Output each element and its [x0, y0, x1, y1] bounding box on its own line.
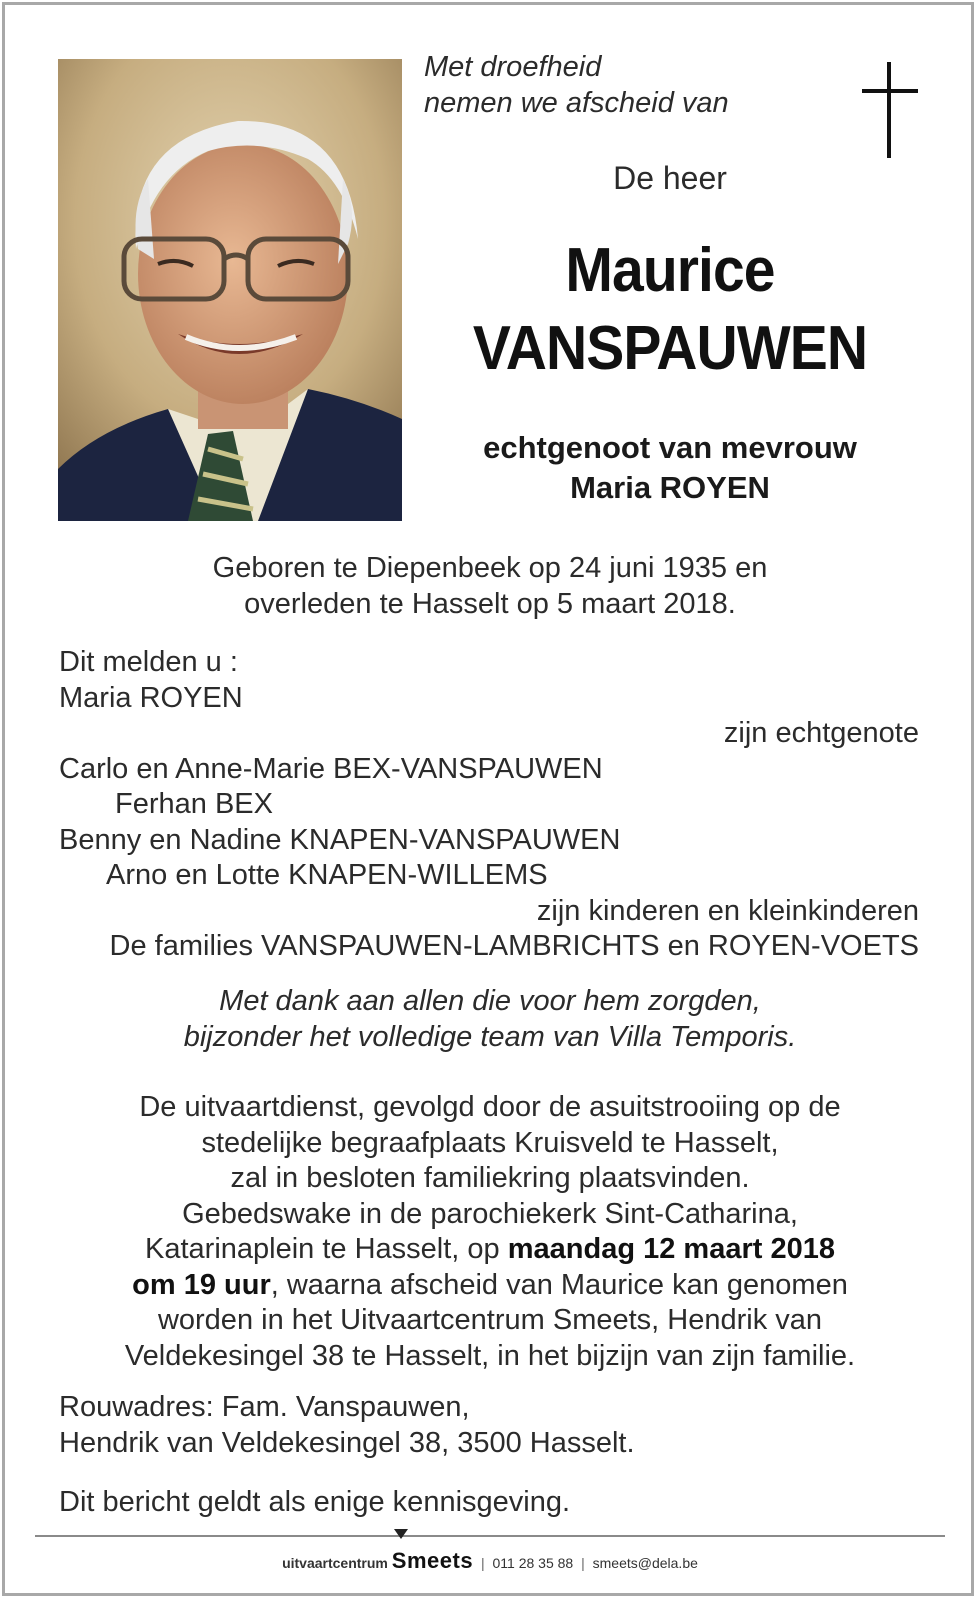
honorific: De heer: [613, 160, 727, 196]
spouse-info: [420, 428, 920, 508]
cross-icon: [862, 62, 918, 158]
service-line-6: [60, 1268, 920, 1304]
service-date: maandag 12 maart 2018: [507, 1233, 835, 1265]
footer-separator: |: [581, 1555, 585, 1571]
intro-text: [424, 50, 784, 121]
service-line-7: worden in het Uitvaartcentrum Smeets, Hendrik van: [157, 1304, 823, 1336]
thanks-note: [90, 984, 890, 1055]
service-line-8: Veldekesingel 38 te Hasselt, in het bijzijn van zijn familie.: [124, 1339, 856, 1372]
family-extended: De families VANSPAUWEN-LAMBRICHTS en ROYEN-VOETS: [109, 930, 919, 962]
life-dates-line-1: Geboren te Diepenbeek op 24 juni 1935 en: [212, 552, 768, 584]
thanks-line-2: bijzonder het volledige team van Villa Temporis.: [183, 1020, 797, 1053]
footer-marker-icon: [394, 1529, 408, 1539]
footer-separator: |: [480, 1555, 485, 1571]
service-line-5-text: Katarinaplein te Hasselt, op: [145, 1233, 508, 1265]
life-dates: [90, 551, 890, 622]
service-line-5: [60, 1232, 920, 1268]
intro-line-1: Met droefheid: [424, 51, 602, 83]
intro-line-2: nemen we afscheid van: [424, 86, 729, 119]
life-dates-line-2: overleden te Hasselt op 5 maart 2018.: [244, 587, 736, 620]
portrait-photo: [58, 59, 402, 521]
service-line-1: De uitvaartdienst, gevolgd door de asuitstrooiing op de: [139, 1091, 841, 1123]
service-details: [60, 1090, 920, 1374]
service-time: om 19 uur: [132, 1268, 271, 1301]
sole-notice: Dit bericht geldt als enige kennisgeving.: [59, 1486, 571, 1518]
family-widow: Maria ROYEN: [59, 681, 243, 714]
service-line-6-text: , waarna afscheid van Maurice kan genomen: [270, 1268, 848, 1301]
service-line-4: Gebedswake in de parochiekerk Sint-Catharina,: [182, 1197, 798, 1230]
family-children-role: zijn kinderen en kleinkinderen: [536, 894, 919, 927]
family-list: [59, 645, 919, 965]
portrait-illustration: [58, 59, 402, 521]
family-grandchild-2: Arno en Lotte KNAPEN-WILLEMS: [106, 859, 548, 891]
service-line-3: zal in besloten familiekring plaatsvinden.: [230, 1162, 750, 1194]
address-line-1: Rouwadres: Fam. Vanspauwen,: [59, 1391, 470, 1423]
mourning-address: [59, 1390, 859, 1461]
footer-email: smeets@dela.be: [592, 1555, 698, 1571]
footer-brand: Smeets: [391, 1548, 474, 1573]
thanks-line-1: Met dank aan allen die voor hem zorgden,: [219, 985, 761, 1017]
footer-phone: 011 28 35 88: [492, 1555, 574, 1571]
footer-brand-prefix: uitvaartcentrum: [282, 1555, 388, 1571]
family-child-1: Carlo en Anne-Marie BEX-VANSPAUWEN: [59, 752, 603, 785]
spouse-line-2: Maria ROYEN: [570, 470, 770, 505]
family-child-2: Benny en Nadine KNAPEN-VANSPAUWEN: [59, 823, 621, 856]
service-line-2: stedelijke begraafplaats Kruisveld te Hasselt,: [201, 1126, 779, 1159]
address-line-2: Hendrik van Veldekesingel 38, 3500 Hasselt.: [59, 1426, 635, 1459]
deceased-name: [440, 232, 900, 388]
deceased-last-name: VANSPAUWEN: [472, 314, 868, 383]
footer: [0, 1548, 980, 1574]
family-widow-role: zijn echtgenote: [723, 717, 919, 749]
footer-divider: [35, 1535, 945, 1537]
spouse-line-1: echtgenoot van mevrouw: [483, 430, 857, 465]
family-grandchild-1: Ferhan BEX: [115, 788, 273, 820]
family-heading: Dit melden u :: [59, 646, 238, 678]
deceased-first-name: Maurice: [565, 236, 775, 305]
